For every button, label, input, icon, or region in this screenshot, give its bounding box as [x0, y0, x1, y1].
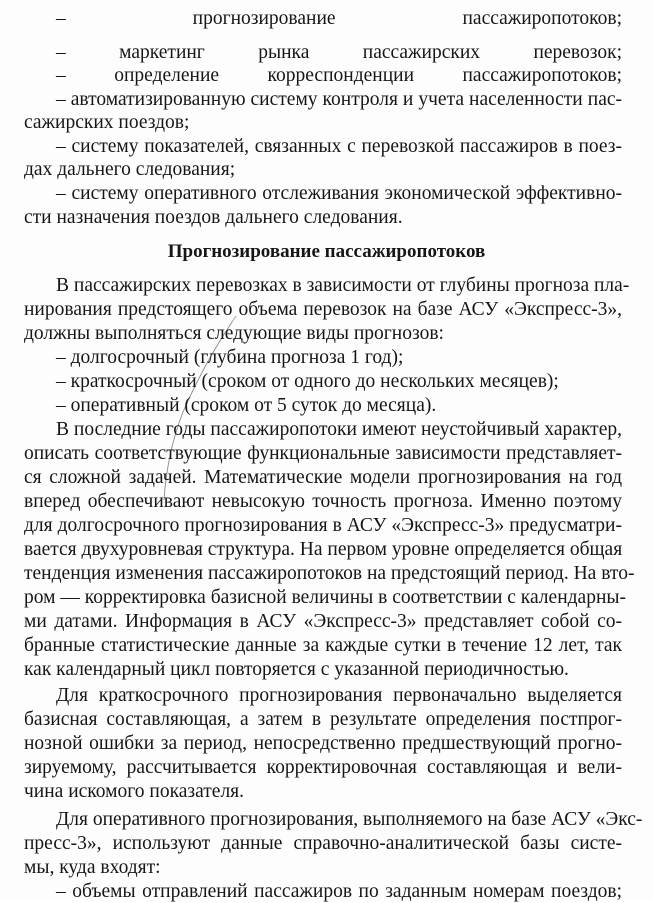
- list-item-continuation: дах дальнего следования;: [24, 159, 236, 180]
- paragraph-line: нирования предстоящего объема перевозок на базе АСУ «Экспресс-3»,: [24, 299, 622, 320]
- list-item: – объемы отправлений пассажиров по заданным номерам поездов;: [56, 881, 622, 902]
- list-item: – маркетинг рынка пассажирских перевозок;: [56, 42, 622, 63]
- list-item: – прогнозирование пассажиропотоков;: [56, 8, 622, 29]
- paragraph-line: ми датами. Информация в АСУ «Экспресс-3» представляет собой со-: [24, 611, 622, 632]
- list-item: – систему оперативного отслеживания экономической эффективно-: [56, 183, 622, 204]
- list-item: – определение корреспонденции пассажиропотоков;: [56, 65, 622, 86]
- paragraph-line: пресс-3», используют данные справочно-аналитической базы систе-: [24, 833, 622, 854]
- list-item: – краткосрочный (сроком от одного до нескольких месяцев);: [56, 371, 559, 392]
- paragraph-line: мы, куда входят:: [24, 857, 161, 878]
- paragraph-line: должны выполняться следующие виды прогнозов:: [24, 323, 444, 344]
- paragraph-line: базисная составляющая, а затем в результате определения постпрог-: [24, 709, 622, 730]
- paragraph-line: нозной ошибки за период, непосредственно предшествующий прогно-: [24, 733, 622, 754]
- list-item-continuation: сажирских поездов;: [24, 112, 190, 133]
- paragraph-line: бранные статистические данные за каждые сутки в течение 12 лет, так: [24, 635, 622, 656]
- paragraph-line: для долгосрочного прогнозирования в АСУ «Экспресс-3» предусматри-: [24, 515, 622, 536]
- section-heading: Прогнозирование пассажиропотоков: [167, 241, 486, 262]
- paragraph-line: зируемому, рассчитывается корректировочная составляющая и вели-: [24, 757, 622, 778]
- paragraph-line: тенденция изменения пассажиропотоков на предстоящий период. На вто-: [24, 563, 635, 584]
- paragraph-line: Для краткосрочного прогнозирования первоначально выделяется: [56, 685, 622, 706]
- paragraph-line: чина искомого показателя.: [24, 781, 245, 802]
- paragraph-line: В пассажирских перевозках в зависимости от глубины прогноза пла-: [56, 275, 630, 296]
- paragraph-line: описать соответствующие функциональные зависимости представляет-: [24, 443, 622, 464]
- list-item: – систему показателей, связанных с перевозкой пассажиров в поез-: [56, 136, 622, 157]
- paragraph-line: ся сложной задачей. Математические модели прогнозирования на год: [24, 467, 622, 488]
- list-item: – оперативный (сроком от 5 суток до месяца).: [56, 395, 437, 416]
- list-item: – автоматизированную систему контроля и учета населенности пас-: [56, 89, 622, 110]
- paragraph-line: вается двухуровневая структура. На первом уровне определяется общая: [24, 539, 623, 560]
- paragraph-line: как календарный цикл повторяется с указанной периодичностью.: [24, 659, 569, 680]
- paragraph-line: Для оперативного прогнозирования, выполняемого на базе АСУ «Экс-: [56, 809, 643, 830]
- list-item-continuation: сти назначения поездов дальнего следования.: [24, 207, 403, 228]
- list-item: – долгосрочный (глубина прогноза 1 год);: [56, 347, 404, 368]
- paragraph-line: вперед обеспечивают невысокую точность прогноза. Именно поэтому: [24, 491, 622, 512]
- paragraph-line: В последние годы пассажиропотоки имеют неустойчивый характер,: [56, 419, 622, 440]
- paragraph-line: ром — корректировка базисной величины в соответствии с календарны-: [24, 587, 626, 608]
